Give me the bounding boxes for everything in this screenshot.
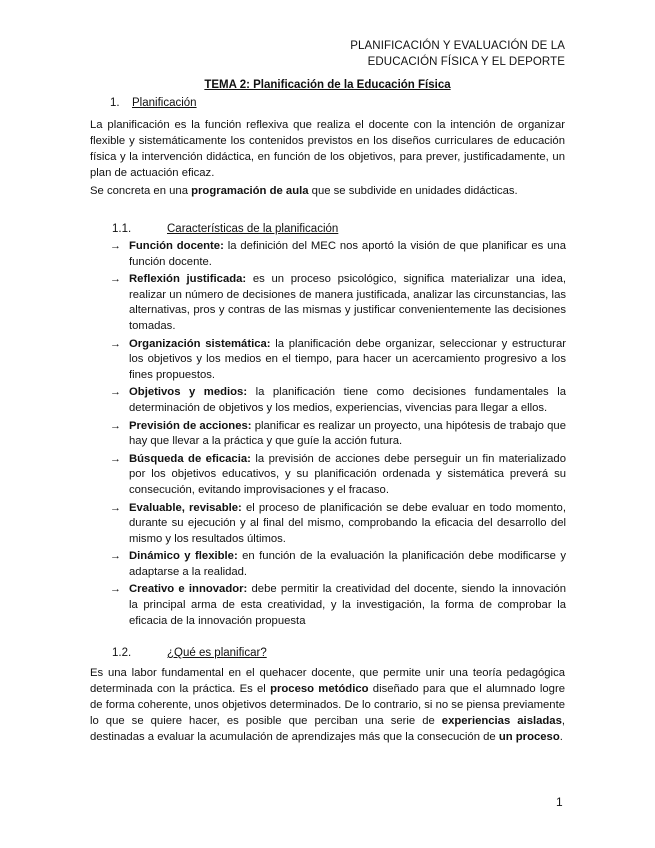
item-term: Dinámico y flexible: bbox=[129, 550, 238, 563]
subsection-heading-1-1 bbox=[112, 223, 338, 235]
item-text: es un proceso psicológico, significa materializar una idea, realizar un número de decisiones de manera justificada, analizar las circunstancias, las alternativas, pros y contras de las mismas y justificar convenientemente las decisiones tomadas. bbox=[129, 273, 566, 332]
header-line-1: PLANIFICACIÓN Y EVALUACIÓN DE LA bbox=[350, 40, 565, 52]
item-term: Reflexión justificada: bbox=[129, 273, 247, 286]
page-number: 1 bbox=[556, 795, 563, 809]
list-item bbox=[110, 501, 566, 548]
arrow-icon: → bbox=[110, 273, 121, 286]
intro-paragraph: La planificación es la función reflexiva que realiza el docente con la intención de organizar flexible y sistemáticamente los contenidos previstos en los diseños curriculares de educación física y la intervención didáctica, en función de los objetivos, para prever, justificadamente, un plan de actuación eficaz. bbox=[90, 119, 565, 179]
concreta-text-end: que se subdivide en unidades didácticas. bbox=[308, 185, 518, 197]
item-text: planificar es realizar un proyecto, una hipótesis de trabajo que hay que llevar a la práctica y que guíe la acción futura. bbox=[129, 419, 566, 448]
document-title: TEMA 2: Planificación de la Educación Física bbox=[204, 79, 451, 91]
item-term: Creativo e innovador: bbox=[129, 583, 248, 596]
paragraph-text: . bbox=[559, 731, 563, 743]
list-item bbox=[110, 385, 566, 416]
list-item bbox=[110, 419, 566, 450]
list-item bbox=[110, 549, 566, 580]
paragraph-text: Es una labor fundamental en el quehacer docente, que permite unir una teoría pedagógica determinada con la práctica. Es el bbox=[90, 667, 565, 695]
list-item bbox=[110, 337, 566, 384]
subsection-number: 1.2. bbox=[112, 647, 132, 659]
arrow-icon: → bbox=[110, 501, 121, 514]
item-term: Previsión de acciones: bbox=[129, 419, 252, 432]
arrow-icon: → bbox=[110, 452, 121, 465]
arrow-icon: → bbox=[110, 337, 121, 350]
paragraph-text: , destinadas a evaluar la acumulación de aprendizajes más que la consecución de bbox=[90, 715, 566, 743]
arrow-icon: → bbox=[110, 419, 121, 432]
bold-term: un proceso bbox=[498, 731, 560, 743]
item-text: en función de la evaluación la planificación debe modificarse y adaptarse a la realidad. bbox=[129, 550, 566, 578]
item-term: Objetivos y medios: bbox=[129, 386, 248, 399]
item-text: la previsión de acciones debe perseguir un fin materializado por los objetivos educativos, y su planificación ordenada y sistemática preverá su consecución, evitando improvisaciones y el fracaso. bbox=[129, 452, 566, 496]
bold-term: experiencias aisladas bbox=[441, 715, 562, 727]
item-text: la planificación debe organizar, seleccionar y estructurar los objetivos y los medios en el tiempo, para hacer un acercamiento progresivo a los fines propuestos. bbox=[129, 337, 566, 381]
item-text: el proceso de planificación se debe evaluar en todo momento, durante su ejecución y al final del mismo, comprobando la eficacia del desarrollo del mismo y los resultados últimos. bbox=[129, 501, 566, 545]
concreta-bold: programación de aula bbox=[191, 185, 309, 197]
arrow-icon: → bbox=[110, 550, 121, 563]
arrow-icon: → bbox=[110, 583, 121, 596]
item-text: la planificación tiene como decisiones fundamentales la determinación de objetivos y los medios, experiencias, vivencias para llegar a ellos. bbox=[129, 386, 566, 414]
item-term: Búsqueda de eficacia: bbox=[129, 452, 251, 465]
arrow-icon: → bbox=[110, 240, 121, 252]
list-item bbox=[110, 239, 566, 270]
item-term: Función docente: bbox=[129, 240, 224, 252]
running-header bbox=[350, 38, 565, 70]
list-item bbox=[110, 272, 566, 334]
section-heading-1 bbox=[110, 97, 197, 109]
characteristics-list bbox=[110, 239, 566, 631]
subsection-heading-1-2 bbox=[112, 647, 267, 659]
item-term: Evaluable, revisable: bbox=[129, 501, 242, 514]
arrow-icon: → bbox=[110, 386, 121, 399]
item-text: la definición del MEC nos aportó la visión de que planificar es una función docente. bbox=[129, 240, 567, 268]
item-term: Organización sistemática: bbox=[129, 337, 271, 350]
paragraph-text: diseñado para que el alumnado logre de forma coherente, unos objetivos determinados. De lo contrario, si no se piensa previamente lo que se quiere hacer, es posible que perciban una serie de bbox=[90, 683, 565, 727]
section-label: Planificación bbox=[132, 97, 197, 109]
planificar-paragraph bbox=[90, 665, 565, 745]
section-number: 1. bbox=[110, 97, 120, 109]
list-item bbox=[110, 582, 566, 629]
list-item bbox=[110, 452, 566, 499]
concreta-paragraph bbox=[90, 183, 565, 199]
subsection-number: 1.1. bbox=[112, 223, 132, 235]
subsection-label: Características de la planificación bbox=[167, 223, 339, 235]
subsection-label: ¿Qué es planificar? bbox=[167, 647, 267, 659]
header-line-2: EDUCACIÓN FÍSICA Y EL DEPORTE bbox=[367, 56, 565, 68]
item-text: debe permitir la creatividad del docente, siendo la innovación la principal arma de esta creatividad, y la investigación, la forma de comprobar la eficacia de la innovación propuesta bbox=[129, 583, 566, 627]
concreta-text: Se concreta en una bbox=[90, 185, 192, 197]
bold-term: proceso metódico bbox=[270, 683, 369, 695]
